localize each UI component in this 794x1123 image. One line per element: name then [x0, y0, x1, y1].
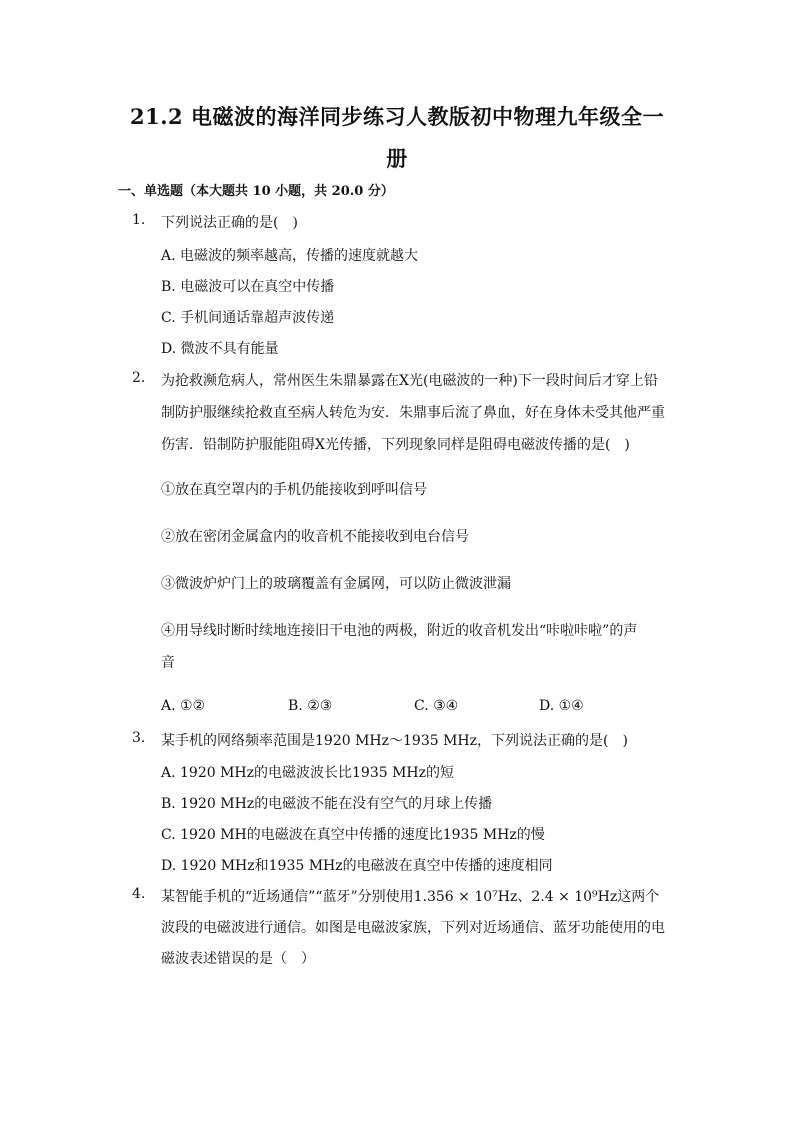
q1-option-a: A. 电磁波的频率越高，传播的速度就越大	[161, 248, 419, 264]
q2-stem-line-1: 为抢救濒危病人，常州医生朱鼎暴露在X光(电磁波的一种)下一段时间后才穿上铅	[161, 373, 658, 389]
q1-option-d: D. 微波不具有能量	[161, 341, 279, 357]
q2-option-d: D. ①④	[539, 698, 584, 714]
q3-option-a: A. 1920 MHz的电磁波波长比1935 MHz的短	[161, 765, 455, 781]
q2-number: 2.	[132, 370, 146, 386]
q2-stem-line-2: 制防护服继续抢救直至病人转危为安．朱鼎事后流了鼻血，好在身体未受其他严重	[161, 405, 665, 421]
q2-item-1: ①放在真空罩内的手机仍能接收到呼叫信号	[161, 482, 427, 498]
title-line-1: 21.2 电磁波的海洋同步练习人教版初中物理九年级全一	[130, 104, 664, 129]
section-heading: 一、单选题（本大题共 10 小题，共 20.0 分）	[118, 184, 394, 199]
q1-number: 1.	[132, 212, 146, 228]
q2-item-4-cont: 音	[161, 655, 175, 671]
q1-stem: 下列说法正确的是( )	[161, 215, 298, 231]
q2-item-4: ④用导线时断时续地连接旧干电池的两极，附近的收音机发出“咔啦咔啦”的声	[161, 623, 638, 639]
q4-stem-line-3: 磁波表述错误的是（ ）	[161, 951, 315, 967]
q3-option-d: D. 1920 MHz和1935 MHz的电磁波在真空中传播的速度相同	[161, 858, 553, 874]
q2-option-c: C. ③④	[414, 698, 459, 714]
q4-number: 4.	[132, 886, 146, 902]
q2-item-2: ②放在密闭金属盒内的收音机不能接收到电台信号	[161, 529, 469, 545]
title-line-2: 册	[386, 146, 408, 171]
q4-stem-line-2: 波段的电磁波进行通信。如图是电磁波家族，下列对近场通信、蓝牙功能使用的电	[161, 920, 665, 936]
q2-option-a: A. ①②	[161, 698, 206, 714]
q1-option-c: C. 手机间通话靠超声波传递	[161, 310, 335, 326]
q4-stem-line-1: 某智能手机的“近场通信”“蓝牙”分别使用1.356 × 10⁷Hz、2.4 × 10⁹Hz这两个	[161, 889, 660, 905]
q2-option-b: B. ②③	[288, 698, 333, 714]
q2-item-3: ③微波炉炉门上的玻璃覆盖有金属网，可以防止微波泄漏	[161, 576, 511, 592]
q3-option-c: C. 1920 MH的电磁波在真空中传播的速度比1935 MHz的慢	[161, 827, 545, 843]
q1-option-b: B. 电磁波可以在真空中传播	[161, 279, 335, 295]
q3-stem: 某手机的网络频率范围是1920 MHz～1935 MHz，下列说法正确的是( )	[161, 733, 628, 749]
q3-option-b: B. 1920 MHz的电磁波不能在没有空气的月球上传播	[161, 796, 493, 812]
q2-stem-line-3: 伤害．铅制防护服能阻碍X光传播，下列现象同样是阻碍电磁波传播的是( )	[161, 437, 630, 453]
q3-number: 3.	[132, 730, 146, 746]
page-title	[100, 96, 694, 180]
